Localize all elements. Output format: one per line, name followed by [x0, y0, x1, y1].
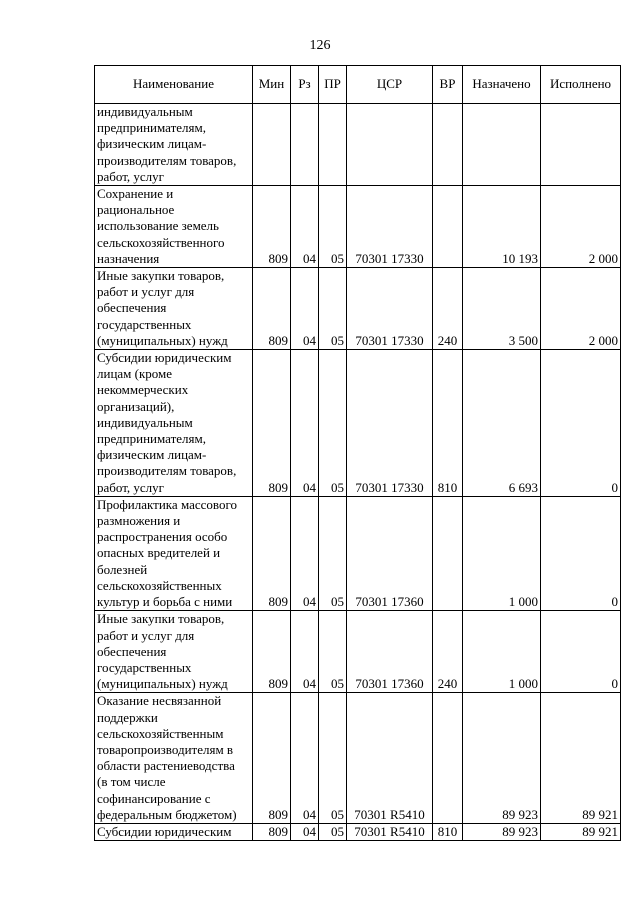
executed-cell: 89 921: [541, 693, 621, 824]
table-row: [95, 496, 621, 610]
pr-cell: [319, 104, 347, 186]
min-cell: 809: [253, 496, 291, 610]
assigned-cell: 10 193: [463, 186, 541, 268]
table-row: [95, 350, 621, 497]
csr-cell: 70301 17360: [347, 611, 433, 693]
column-header-name: Наименование: [95, 66, 253, 104]
csr-cell: 70301 17360: [347, 496, 433, 610]
pr-cell: 05: [319, 186, 347, 268]
rz-cell: [291, 104, 319, 186]
csr-cell: 70301 17330: [347, 186, 433, 268]
name-cell: индивидуальным предпринимателям, физическим лицам- производителям товаров, работ, услуг: [95, 104, 253, 186]
min-cell: 809: [253, 823, 291, 840]
table-row: [95, 104, 621, 186]
column-header-executed: Исполнено: [541, 66, 621, 104]
column-header-pr: ПР: [319, 66, 347, 104]
rz-cell: 04: [291, 823, 319, 840]
rz-cell: 04: [291, 186, 319, 268]
rz-cell: 04: [291, 693, 319, 824]
column-header-assigned: Назначено: [463, 66, 541, 104]
assigned-cell: 89 923: [463, 693, 541, 824]
table-row: [95, 823, 621, 840]
vr-cell: 810: [433, 350, 463, 497]
name-cell: Субсидии юридическим: [95, 823, 253, 840]
table-header-row: [95, 66, 621, 104]
executed-cell: 0: [541, 496, 621, 610]
column-header-vr: ВР: [433, 66, 463, 104]
assigned-cell: [463, 104, 541, 186]
csr-cell: 70301 17330: [347, 350, 433, 497]
min-cell: 809: [253, 350, 291, 497]
pr-cell: 05: [319, 350, 347, 497]
executed-cell: [541, 104, 621, 186]
column-header-min: Мин: [253, 66, 291, 104]
csr-cell: 70301 R5410: [347, 823, 433, 840]
rz-cell: 04: [291, 496, 319, 610]
min-cell: [253, 104, 291, 186]
name-cell: Иные закупки товаров, работ и услуг для обеспечения государственных (муниципальных) нужд: [95, 268, 253, 350]
column-header-csr: ЦСР: [347, 66, 433, 104]
assigned-cell: 1 000: [463, 611, 541, 693]
budget-table: [94, 65, 621, 841]
executed-cell: 0: [541, 611, 621, 693]
vr-cell: [433, 104, 463, 186]
csr-cell: 70301 17330: [347, 268, 433, 350]
rz-cell: 04: [291, 268, 319, 350]
table-row: [95, 693, 621, 824]
assigned-cell: 89 923: [463, 823, 541, 840]
csr-cell: 70301 R5410: [347, 693, 433, 824]
rz-cell: 04: [291, 350, 319, 497]
executed-cell: 89 921: [541, 823, 621, 840]
csr-cell: [347, 104, 433, 186]
vr-cell: 240: [433, 268, 463, 350]
name-cell: Иные закупки товаров, работ и услуг для обеспечения государственных (муниципальных) нужд: [95, 611, 253, 693]
min-cell: 809: [253, 186, 291, 268]
vr-cell: 240: [433, 611, 463, 693]
executed-cell: 2 000: [541, 268, 621, 350]
page-number: 126: [309, 38, 331, 53]
pr-cell: 05: [319, 611, 347, 693]
vr-cell: [433, 186, 463, 268]
executed-cell: 0: [541, 350, 621, 497]
name-cell: Субсидии юридическим лицам (кроме некоммерческих организаций), индивидуальным предпринимателям, физическим лицам- производителям товаров, работ, услуг: [95, 350, 253, 497]
vr-cell: [433, 693, 463, 824]
min-cell: 809: [253, 693, 291, 824]
name-cell: Оказание несвязанной поддержки сельскохозяйственным товаропроизводителям в области растениеводства (в том числе софинансирование с федеральным бюджетом): [95, 693, 253, 824]
rz-cell: 04: [291, 611, 319, 693]
executed-cell: 2 000: [541, 186, 621, 268]
table-row: [95, 186, 621, 268]
min-cell: 809: [253, 268, 291, 350]
pr-cell: 05: [319, 496, 347, 610]
assigned-cell: 3 500: [463, 268, 541, 350]
table-row: [95, 611, 621, 693]
vr-cell: [433, 496, 463, 610]
assigned-cell: 6 693: [463, 350, 541, 497]
pr-cell: 05: [319, 823, 347, 840]
assigned-cell: 1 000: [463, 496, 541, 610]
name-cell: Профилактика массового размножения и распространения особо опасных вредителей и болезней сельскохозяйственных культур и борьба с ними: [95, 496, 253, 610]
table-row: [95, 268, 621, 350]
vr-cell: 810: [433, 823, 463, 840]
pr-cell: 05: [319, 268, 347, 350]
column-header-rz: Рз: [291, 66, 319, 104]
min-cell: 809: [253, 611, 291, 693]
pr-cell: 05: [319, 693, 347, 824]
name-cell: Сохранение и рациональное использование земель сельскохозяйственного назначения: [95, 186, 253, 268]
